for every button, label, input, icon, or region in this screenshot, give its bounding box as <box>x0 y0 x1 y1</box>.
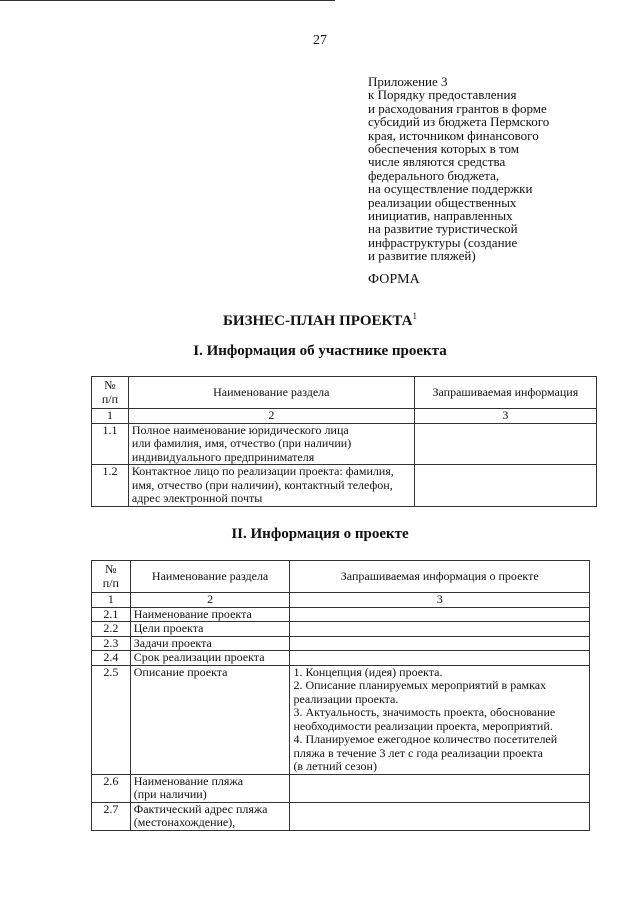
col-number: 1 <box>92 409 129 424</box>
table-header-row <box>92 561 590 593</box>
table-row <box>92 607 590 622</box>
row-info <box>290 607 590 622</box>
row-name-line: Фактический адрес пляжа <box>133 801 268 816</box>
row-info-line: необходимости реализации проекта, мероприятий. <box>293 718 553 733</box>
appendix-line: обеспечения которых в том <box>368 141 520 157</box>
row-name-line: Наименование пляжа <box>133 773 244 788</box>
section1-heading: I. Информация об участнике проекта <box>193 343 447 359</box>
document-title-text: БИЗНЕС-ПЛАН ПРОЕКТА <box>223 313 413 329</box>
participant-info-table <box>91 376 597 507</box>
col-number: 1 <box>92 593 131 608</box>
title-footnote-mark: 1 <box>412 311 417 321</box>
row-num: 2.1 <box>92 607 131 622</box>
col-number: 2 <box>130 593 290 608</box>
row-name-line: (местонахождение), <box>133 815 236 829</box>
col-number: 3 <box>290 593 590 608</box>
appendix-line: и развитие пляжей) <box>368 248 476 264</box>
row-info <box>290 622 590 637</box>
appendix-line: на развитие туристической <box>368 221 518 237</box>
col-number: 2 <box>128 409 414 424</box>
header-section-name: Наименование раздела <box>130 561 290 593</box>
row-name: Срок реализации проекта <box>130 651 290 666</box>
column-number-row <box>92 593 590 608</box>
appendix-line: Приложение 3 <box>368 74 448 89</box>
table-header-row <box>92 377 597 409</box>
row-name: Цели проекта <box>130 622 290 637</box>
header-requested-info: Запрашиваемая информация о проекте <box>290 561 590 593</box>
row-name: Задачи проекта <box>130 636 290 651</box>
appendix-line: реализации общественных <box>368 194 517 210</box>
row-info-line: 4. Планируемое ежегодное количество посетителей <box>293 732 558 746</box>
row-info <box>414 423 596 465</box>
row-info-line: (в летний сезон) <box>293 759 377 773</box>
appendix-line: и расходования грантов в форме <box>368 100 547 116</box>
row-info-line: 3. Актуальность, значимость проекта, обоснование <box>293 705 556 719</box>
row-info <box>290 665 590 774</box>
row-name-line: адрес электронной почты <box>131 491 263 505</box>
table-row <box>92 622 590 637</box>
row-info <box>290 651 590 666</box>
row-info <box>290 636 590 651</box>
row-num: 2.2 <box>92 622 131 637</box>
row-name <box>130 802 290 830</box>
appendix-line: инфраструктуры (создание <box>368 234 518 250</box>
table-row <box>92 774 590 802</box>
form-label: ФОРМА <box>368 272 420 287</box>
appendix-line: числе являются средства <box>368 154 506 170</box>
section2-heading: II. Информация о проекте <box>231 526 409 542</box>
row-info-line: 1. Концепция (идея) проекта. <box>293 664 443 679</box>
header-requested-info: Запрашиваемая информация <box>414 377 596 409</box>
appendix-line: на осуществление поддержки <box>368 181 533 197</box>
row-num: 2.6 <box>92 774 131 802</box>
header-num <box>92 377 129 409</box>
page-number: 27 <box>313 33 327 48</box>
row-name: Описание проекта <box>130 665 290 774</box>
row-info-line: реализации проекта. <box>293 691 399 706</box>
appendix-line: к Порядку предоставления <box>368 87 517 103</box>
row-num: 2.5 <box>92 665 131 774</box>
appendix-line: субсидий из бюджета Пермского <box>368 114 550 130</box>
row-num: 2.7 <box>92 802 131 830</box>
header-section-name: Наименование раздела <box>128 377 414 409</box>
row-name <box>128 465 414 507</box>
top-rule <box>0 0 335 1</box>
header-num-line: № <box>104 378 116 392</box>
table-row <box>92 636 590 651</box>
appendix-note <box>368 75 608 263</box>
col-number: 3 <box>414 409 596 424</box>
appendix-line: федерального бюджета, <box>368 167 500 183</box>
row-name-line: имя, отчество (при наличии), контактный телефон, <box>131 477 393 492</box>
row-num: 2.3 <box>92 636 131 651</box>
row-name-line: или фамилия, имя, отчество (при наличии) <box>131 436 352 450</box>
row-info-line: 2. Описание планируемых мероприятий в рамках <box>293 678 547 692</box>
document-title <box>0 311 640 330</box>
table-row <box>92 465 597 507</box>
header-num-line: п/п <box>102 575 119 590</box>
row-info <box>290 774 590 802</box>
row-info <box>414 465 596 507</box>
table-row <box>92 665 590 774</box>
row-name: Наименование проекта <box>130 607 290 622</box>
row-name <box>128 423 414 465</box>
row-num: 1.2 <box>92 465 129 507</box>
row-info <box>290 802 590 830</box>
column-number-row <box>92 409 597 424</box>
table-row <box>92 651 590 666</box>
project-info-table <box>91 560 590 831</box>
row-info-line: пляжа в течение 3 лет с года реализации проекта <box>293 745 543 760</box>
table-row <box>92 423 597 465</box>
row-name-line: Полное наименование юридического лица <box>131 422 349 437</box>
header-num-line: п/п <box>101 391 119 406</box>
header-num-line: № <box>105 562 117 576</box>
row-name <box>130 774 290 802</box>
row-num: 1.1 <box>92 423 129 465</box>
header-num <box>92 561 131 593</box>
row-name-line: Контактное лицо по реализации проекта: фамилия, <box>131 464 394 478</box>
row-num: 2.4 <box>92 651 131 666</box>
row-name-line: индивидуального предпринимателя <box>131 449 315 464</box>
appendix-line: края, источником финансового <box>368 127 539 143</box>
row-name-line: (при наличии) <box>133 787 207 801</box>
table-row <box>92 802 590 830</box>
appendix-line: инициатив, направленных <box>368 208 513 224</box>
